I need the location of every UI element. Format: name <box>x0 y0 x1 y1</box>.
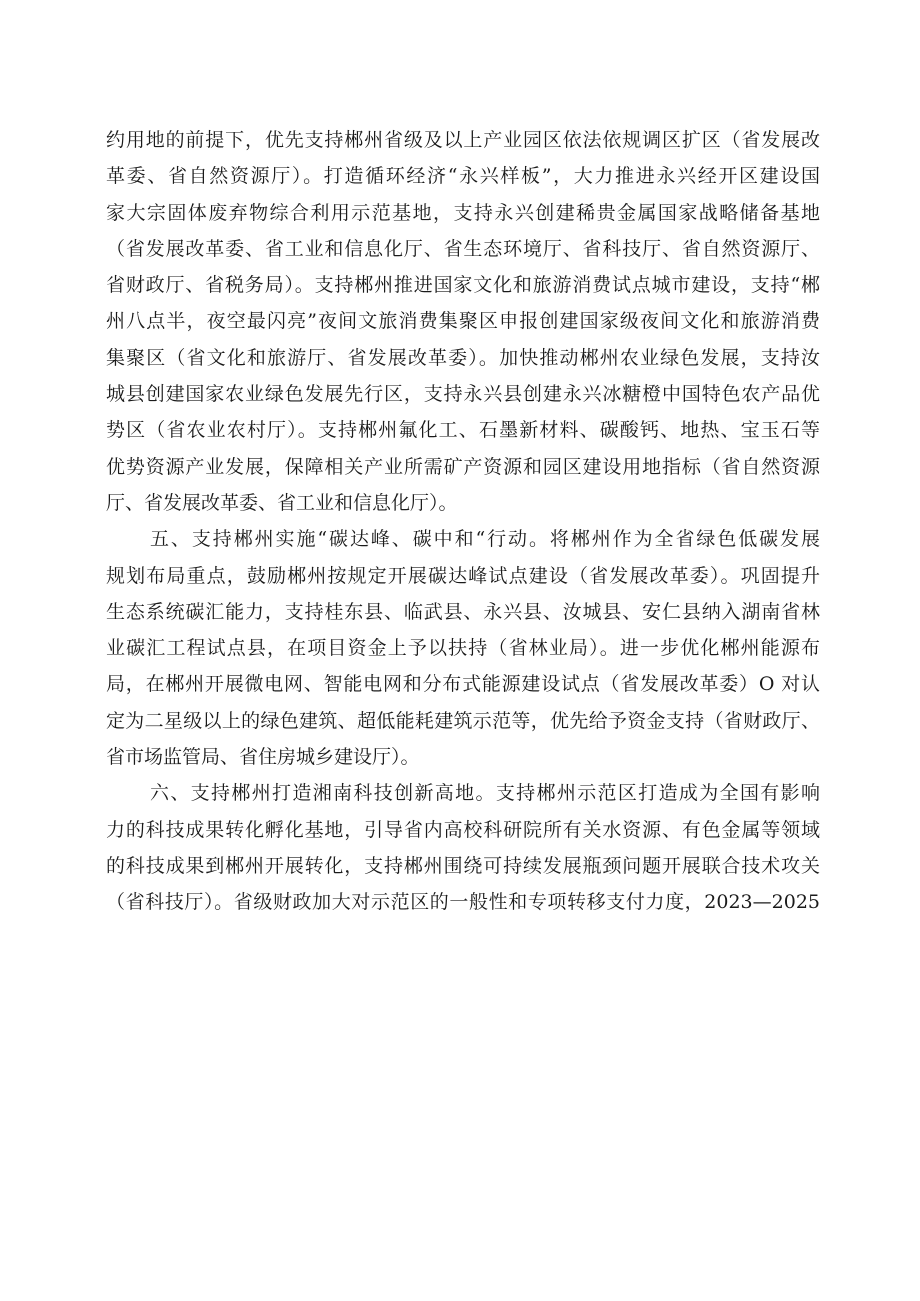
paragraph-line: 州八点半，夜空最闪亮”夜间文旅消费集聚区申报创建国家级夜间文化和旅游消费 <box>106 310 820 333</box>
document-body <box>106 122 820 921</box>
paragraph-line: 力的科技成果转化孵化基地，引导省内高校科研院所有关水资源、有色金属等领域 <box>106 818 820 841</box>
section-five-first-line: 五、支持郴州实施“碳达峰、碳中和“行动。将郴州作为全省绿色低碳发展 <box>150 528 820 551</box>
paragraph-line: 定为二星级以上的绿色建筑、超低能耗建筑示范等，优先给予资金支持（省财政厅、 <box>106 709 820 732</box>
paragraph-line: 业碳汇工程试点县，在项目资金上予以扶持（省林业局）。进一步优化郴州能源布 <box>106 637 820 660</box>
paragraph-line: 势区（省农业农村厅）。支持郴州氟化工、石墨新材料、碳酸钙、地热、宝玉石等 <box>106 419 820 442</box>
paragraph-line: 约用地的前提下，优先支持郴州省级及以上产业园区依法依规调区扩区（省发展改 <box>106 129 820 151</box>
paragraph-line: 生态系统碳汇能力，支持桂东县、临武县、永兴县、汝城县、安仁县纳入湖南省林 <box>106 600 820 623</box>
paragraph-line: 省市场监管局、省住房城乡建设厅）。 <box>106 746 420 769</box>
paragraph-line: 家大宗固体废弃物综合利用示范基地，支持永兴创建稀贵金属国家战略储备基地 <box>106 201 820 224</box>
paragraph-line: 省财政厅、省税务局）。支持郴州推进国家文化和旅游消费试点城市建设，支持“郴 <box>106 274 820 297</box>
paragraph-line: 集聚区（省文化和旅游厅、省发展改革委）。加快推动郴州农业绿色发展，支持汝 <box>106 346 820 369</box>
paragraph-line: 的科技成果到郴州开展转化，支持郴州围绕可持续发展瓶颈问题开展联合技术攻关 <box>106 854 820 877</box>
paragraph-line: （省科技厅）。省级财政加大对示范区的一般性和专项转移支付力度，2023—2025 <box>106 891 820 914</box>
section-six-first-line: 六、支持郴州打造湘南科技创新高地。支持郴州示范区打造成为全国有影响 <box>150 782 820 805</box>
paragraph-line: 局，在郴州开展微电网、智能电网和分布式能源建设试点（省发展改革委）O 对认 <box>106 673 820 696</box>
paragraph-line: 规划布局重点，鼓励郴州按规定开展碳达峰试点建设（省发展改革委）。巩固提升 <box>106 564 820 587</box>
paragraph-line: 革委、省自然资源厅）。打造循环经济“永兴样板”，大力推进永兴经开区建设国 <box>106 165 820 188</box>
paragraph-line: 优势资源产业发展，保障相关产业所需矿产资源和园区建设用地指标（省自然资源 <box>106 455 820 478</box>
paragraph-line: 城县创建国家农业绿色发展先行区，支持永兴县创建永兴冰糖橙中国特色农产品优 <box>106 383 820 406</box>
paragraph-line: 厅、省发展改革委、省工业和信息化厅）。 <box>106 491 458 514</box>
paragraph-line: （省发展改革委、省工业和信息化厅、省生态环境厅、省科技厅、省自然资源厅、 <box>106 237 820 260</box>
